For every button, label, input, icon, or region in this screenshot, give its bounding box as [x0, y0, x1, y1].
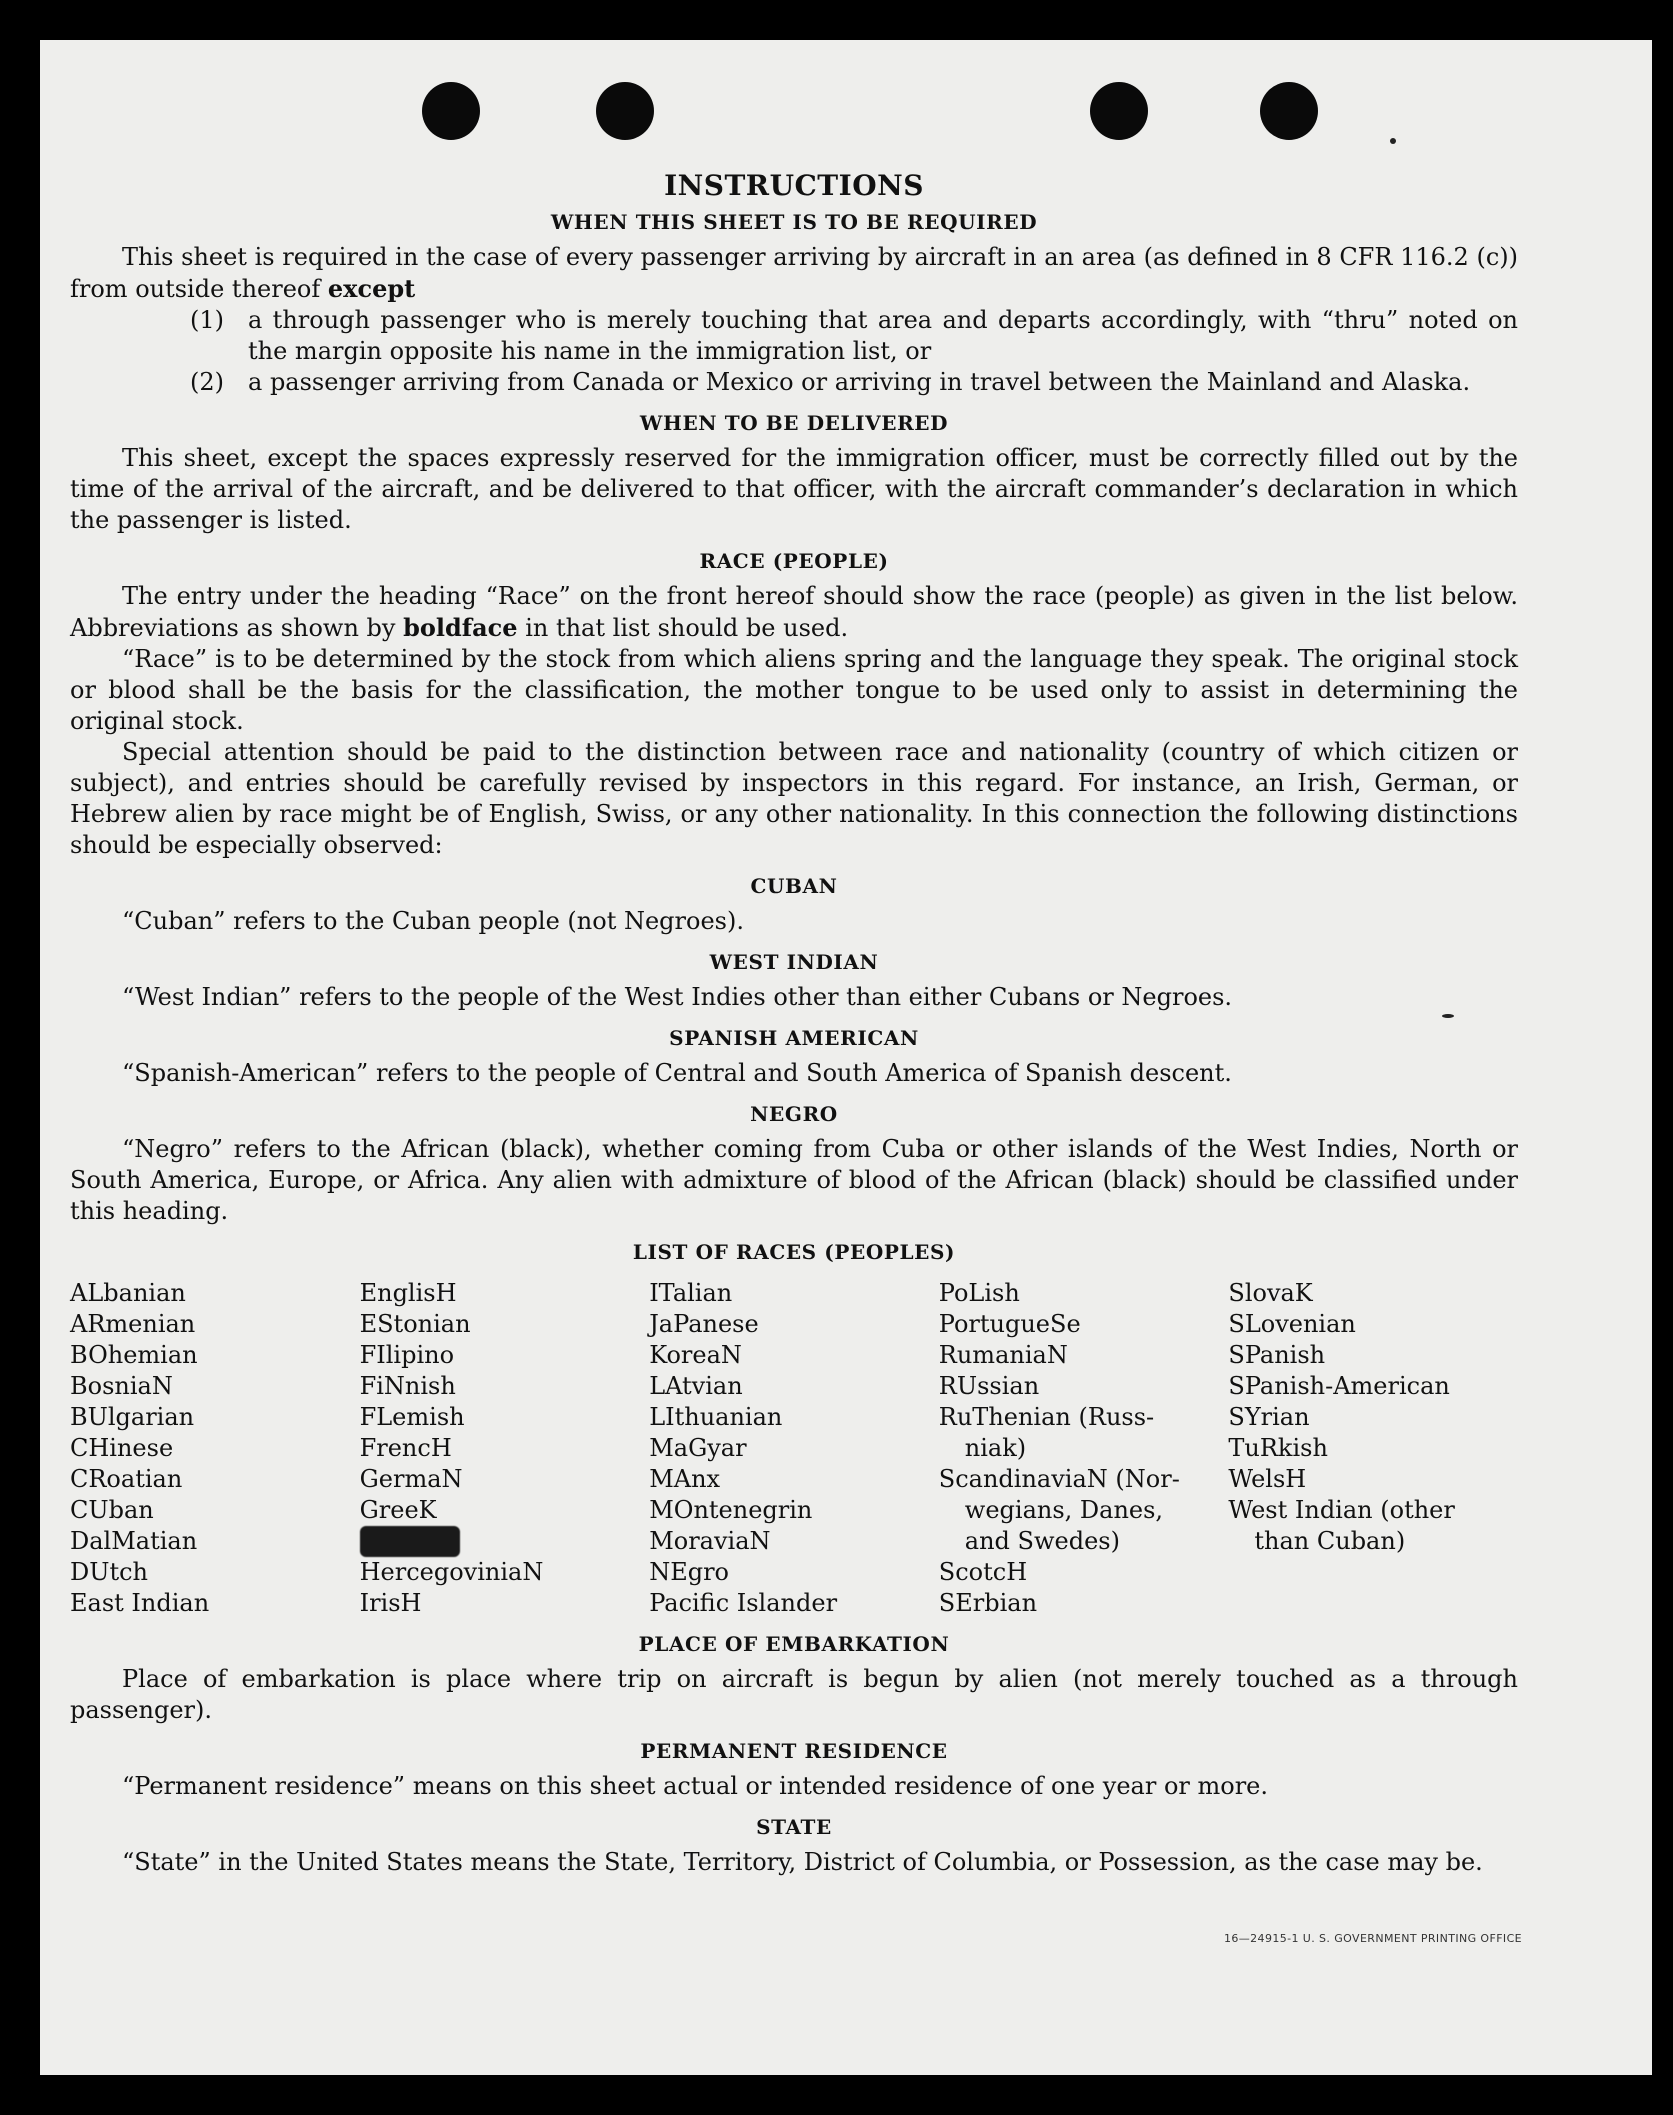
race-item: FLemish — [359, 1403, 465, 1431]
race-item: DUtch — [70, 1558, 149, 1586]
punch-hole — [422, 82, 480, 140]
race-item: GermaN — [359, 1465, 463, 1493]
race-item: SYrian — [1228, 1403, 1310, 1431]
race-item: FrencH — [359, 1434, 452, 1462]
text: The entry under the heading “Race” on the front hereof should show the race (people) as given in the list below. Abbreviations as shown by — [70, 582, 1518, 642]
race-item: BOhemian — [70, 1341, 198, 1369]
list-item — [190, 367, 1518, 398]
races-column-5 — [1228, 1278, 1518, 1619]
paragraph: “West Indian” refers to the people of the West Indies other than either Cubans or Negroes. — [122, 983, 1233, 1011]
race-item: CRoatian — [70, 1465, 183, 1493]
speck — [1390, 138, 1396, 144]
race-item: CHinese — [70, 1434, 174, 1462]
race-item: FIlipino — [359, 1341, 455, 1369]
race-item: SErbian — [938, 1589, 1038, 1617]
race-item: Pacific Islander — [649, 1589, 838, 1617]
item-number: (1) — [190, 306, 224, 334]
list-item — [190, 305, 1518, 367]
paragraph: “Permanent residence” means on this sheet actual or intended residence of one year or more. — [122, 1772, 1268, 1800]
race-item: GreeK — [359, 1496, 437, 1524]
paragraph: “Cuban” refers to the Cuban people (not Negroes). — [122, 907, 744, 935]
race-item: NEgro — [649, 1558, 729, 1586]
paragraph: “Spanish-American” refers to the people of Central and South America of Spanish descent. — [122, 1059, 1232, 1087]
race-item: ARmenian — [70, 1310, 196, 1338]
heading-cuban: CUBAN — [750, 874, 838, 898]
race-item: MaGyar — [649, 1434, 747, 1462]
race-item: and Swedes) — [964, 1527, 1120, 1555]
heading-list-of-races: LIST OF RACES (PEOPLES) — [632, 1240, 956, 1264]
text: in that list should be used. — [517, 614, 849, 642]
race-item: CUban — [70, 1496, 154, 1524]
race-item: EnglisH — [359, 1279, 457, 1307]
race-item: DalMatian — [70, 1527, 198, 1555]
race-item: BUlgarian — [70, 1403, 195, 1431]
race-item: MOntenegrin — [649, 1496, 813, 1524]
race-item: JaPanese — [649, 1310, 759, 1338]
race-item: ALbanian — [70, 1279, 186, 1307]
race-item — [360, 1526, 650, 1557]
race-item: East Indian — [70, 1589, 210, 1617]
heading-west-indian: WEST INDIAN — [709, 950, 879, 974]
bold-text: except — [327, 274, 416, 303]
race-item: ScotcH — [938, 1558, 1028, 1586]
heading-when-delivered: WHEN TO BE DELIVERED — [639, 411, 949, 435]
item-text: a passenger arriving from Canada or Mexico or arriving in travel between the Mainland and Alaska. — [248, 368, 1471, 396]
race-item: BosniaN — [70, 1372, 173, 1400]
paragraph: Place of embarkation is place where trip on aircraft is begun by alien (not merely touched as a through passenger). — [70, 1665, 1518, 1724]
race-item: ScandinaviaN (Nor- — [938, 1465, 1180, 1493]
heading-negro: NEGRO — [750, 1102, 838, 1126]
race-item: IrisH — [359, 1589, 422, 1617]
heading-spanish-american: SPANISH AMERICAN — [669, 1026, 919, 1050]
race-item: wegians, Danes, — [964, 1496, 1164, 1524]
heading-when-required: WHEN THIS SHEET IS TO BE REQUIRED — [550, 210, 1038, 234]
races-column-4 — [939, 1278, 1229, 1619]
race-item: SlovaK — [1228, 1279, 1313, 1307]
instructions-body — [70, 170, 1518, 1878]
bold-text: boldface — [403, 613, 518, 642]
race-item: LAtvian — [649, 1372, 743, 1400]
race-item: niak) — [964, 1434, 1027, 1462]
punch-hole — [1260, 82, 1318, 140]
race-item: West Indian (other — [1228, 1496, 1455, 1524]
item-text: a through passenger who is merely touching that area and departs accordingly, with “thru” noted on the margin opposite his name in the immigration list, or — [248, 306, 1518, 365]
race-item: MoraviaN — [649, 1527, 771, 1555]
heading-embarkation: PLACE OF EMBARKATION — [638, 1632, 950, 1656]
race-item: RUssian — [938, 1372, 1040, 1400]
race-item: SLovenian — [1228, 1310, 1356, 1338]
race-item: SPanish-American — [1228, 1372, 1450, 1400]
race-item: PortugueSe — [938, 1310, 1081, 1338]
race-item: KoreaN — [649, 1341, 742, 1369]
race-item: EStonian — [359, 1310, 471, 1338]
race-item: RumaniaN — [938, 1341, 1068, 1369]
paragraph — [70, 242, 1518, 305]
races-column-2 — [360, 1278, 650, 1619]
race-item: ITalian — [649, 1279, 733, 1307]
race-item: MAnx — [649, 1465, 721, 1493]
races-list — [70, 1278, 1518, 1619]
race-item: than Cuban) — [1254, 1527, 1406, 1555]
heading-permanent-residence: PERMANENT RESIDENCE — [640, 1739, 948, 1763]
punch-hole — [596, 82, 654, 140]
race-item: TuRkish — [1228, 1434, 1328, 1462]
race-item: LIthuanian — [649, 1403, 783, 1431]
races-column-3 — [649, 1278, 939, 1619]
paragraph — [70, 581, 1518, 644]
document-page — [40, 40, 1652, 2075]
heading-state: STATE — [756, 1815, 832, 1839]
text: This sheet is required in the case of every passenger arriving by aircraft in an area (as defined in 8 CFR 116.2 (c)) from outside thereof — [70, 243, 1518, 303]
paragraph: This sheet, except the spaces expressly reserved for the immigration officer, must be correctly filled out by the time of the arrival of the aircraft, and be delivered to that officer, with the aircraft commander’s declaration in which the passenger is listed. — [70, 444, 1518, 534]
printing-office-footer: 16—24915-1 U. S. GOVERNMENT PRINTING OFFICE — [1223, 1932, 1522, 1945]
races-column-1 — [70, 1278, 360, 1619]
heading-race: RACE (PEOPLE) — [699, 549, 889, 573]
page-title: INSTRUCTIONS — [664, 169, 924, 202]
race-item: SPanish — [1228, 1341, 1326, 1369]
paragraph: “Negro” refers to the African (black), whether coming from Cuba or other islands of the West Indies, North or South America, Europe, or Africa. Any alien with admixture of blood of the African (black) should be classified under this heading. — [70, 1135, 1518, 1225]
race-item: WelsH — [1228, 1465, 1307, 1493]
item-number: (2) — [190, 368, 224, 396]
race-item: RuThenian (Russ- — [938, 1403, 1155, 1431]
race-item: PoLish — [938, 1279, 1020, 1307]
race-item: FiNnish — [359, 1372, 456, 1400]
race-item: HercegoviniaN — [359, 1558, 544, 1586]
punch-hole — [1090, 82, 1148, 140]
paragraph: “State” in the United States means the State, Territory, District of Columbia, or Possession, as the case may be. — [122, 1848, 1483, 1876]
redacted-race-item — [360, 1526, 461, 1557]
paragraph: Special attention should be paid to the distinction between race and nationality (country of which citizen or subject), and entries should be carefully revised by inspectors in this regard. For instance, an Irish, German, or Hebrew alien by race might be of English, Swiss, or any other nationality. In this connection the following distinctions should be especially observed: — [70, 738, 1518, 859]
paragraph: “Race” is to be determined by the stock from which aliens spring and the language they speak. The original stock or blood shall be the basis for the classification, the mother tongue to be used only to assist in determining the original stock. — [70, 645, 1518, 735]
